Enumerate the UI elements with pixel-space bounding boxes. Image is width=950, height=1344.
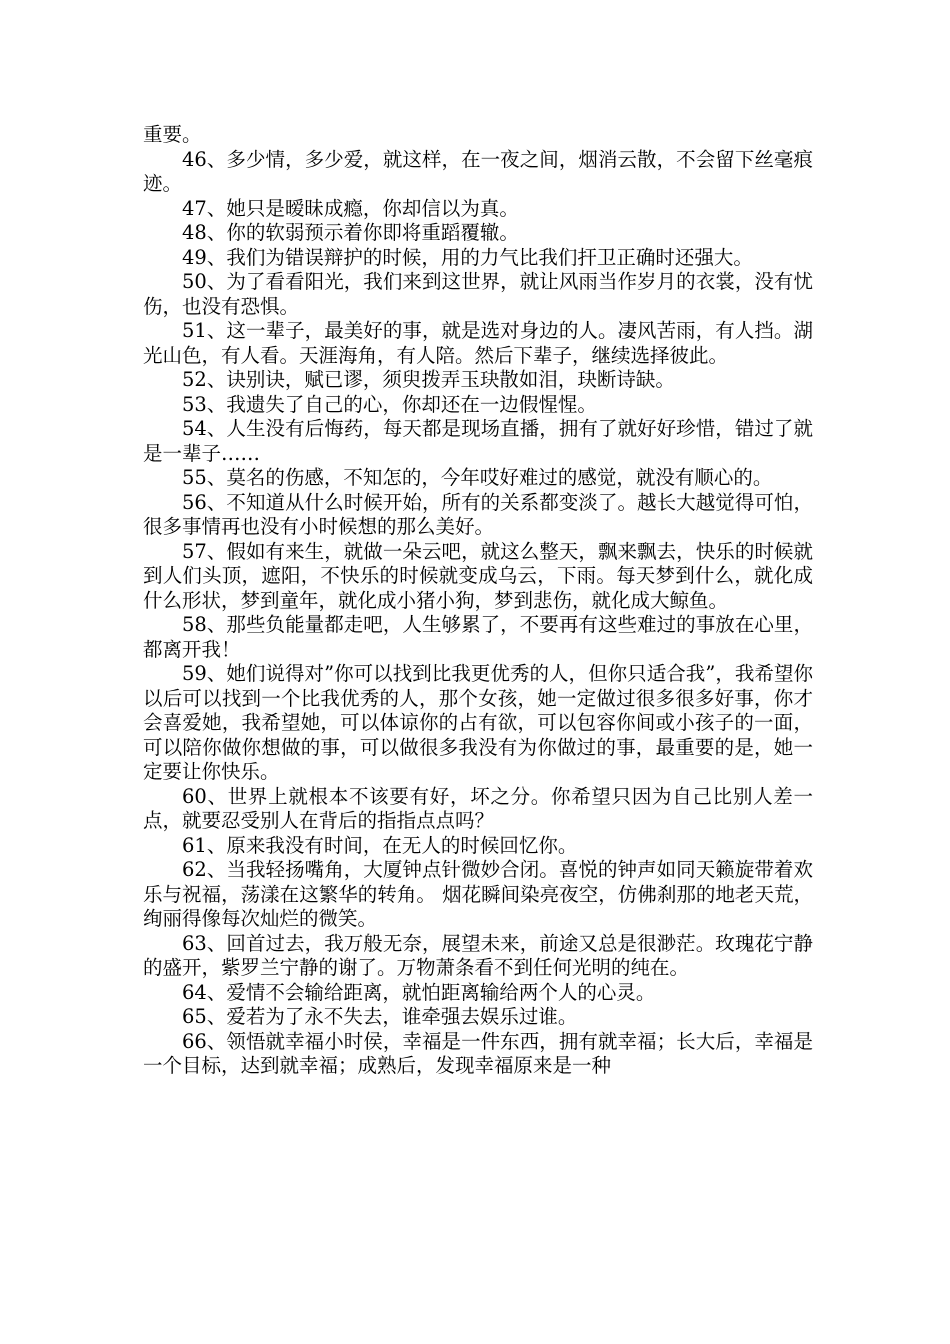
paragraph-58: 58、那些负能量都走吧，人生够累了，不要再有这些难过的事放在心里，都离开我！ [143,613,813,661]
paragraph-60: 60、世界上就根本不该要有好，坏之分。你希望只因为自己比别人差一点，就要忍受别人在背后的指指点点吗？ [143,784,813,832]
paragraph-54: 54、人生没有后悔药，每天都是现场直播，拥有了就好好珍惜，错过了就是一辈子…… [143,417,813,465]
paragraph-56: 56、不知道从什么时候开始，所有的关系都变淡了。越长大越觉得可怕，很多事情再也没有小时候想的那么美好。 [143,490,813,538]
paragraph-51: 51、这一辈子，最美好的事，就是选对身边的人。凄风苦雨，有人挡。湖光山色，有人看。天涯海角，有人陪。然后下辈子，继续选择彼此。 [143,319,813,367]
paragraph-48: 48、你的软弱预示着你即将重蹈覆辙。 [182,221,519,244]
paragraph-53: 53、我遗失了自己的心，你却还在一边假惺惺。 [182,392,597,416]
paragraph-50: 50、为了看看阳光，我们来到这世界，就让风雨当作岁月的衣裳，没有忧伤，也没有恐惧。 [143,270,813,318]
paragraph-66: 66、领悟就幸福小时侯，幸福是一件东西，拥有就幸福；长大后，幸福是一个目标，达到就幸福；成熟后，发现幸福原来是一种 [143,1029,813,1077]
paragraph-65: 65、爱若为了永不失去，谁牵强去娱乐过谁。 [182,1005,578,1028]
paragraph-55: 55、莫名的伤感，不知怎的，今年哎好难过的感觉，就没有顺心的。 [182,466,773,489]
paragraph-61: 61、原来我没有时间，在无人的时候回忆你。 [182,833,578,857]
paragraph-59: 59、她们说得对”你可以找到比我更优秀的人，但你只适合我”，我希望你以后可以找到一个比我优秀的人，那个女孩，她一定做过很多很多好事，你才会喜爱她，我希望她，可以体谅你的占有欲，可以包容你间或小孩子的一面，可以陪你做你想做的事，可以做很多我没有为你做过的事，最重要的是，她一定要让你快乐。 [143,662,813,783]
paragraph-49: 49、我们为错误辩护的时候，用的力气比我们扞卫正确时还强大。 [182,245,753,269]
document-body [143,123,813,1079]
paragraph-64: 64、爱情不会输给距离，就怕距离输给两个人的心灵。 [182,980,656,1004]
paragraph-63: 63、回首过去，我万般无奈，展望未来，前途又总是很渺茫。玫瑰花宁静的盛开，紫罗兰宁静的谢了。万物萧条看不到任何光明的纯在。 [143,931,813,979]
paragraph-62: 62、当我轻扬嘴角，大厦钟点针微妙合闭。喜悦的钟声如同天籁旋带着欢乐与祝福，荡漾在这繁华的转角。 烟花瞬间染亮夜空，仿佛刹那的地老天荒，绚丽得像每次灿烂的微笑。 [143,858,813,930]
paragraph-continuation: 重要。 [143,123,202,146]
paragraph-47: 47、她只是暧昧成瘾，你却信以为真。 [182,196,519,220]
paragraph-57: 57、假如有来生，就做一朵云吧，就这么整天，飘来飘去，快乐的时候就到人们头顶，遮阳，不快乐的时候就变成乌云，下雨。每天梦到什么，就化成什么形状，梦到童年，就化成小猪小狗，梦到悲伤，就化成大鲸鱼。 [143,539,813,612]
paragraph-46: 46、多少情，多少爱，就这样，在一夜之间，烟消云散，不会留下丝毫痕迹。 [143,147,813,195]
paragraph-52: 52、诀别诀，赋已谬，须臾拨弄玉玦散如泪，玦断诗缺。 [182,368,675,391]
